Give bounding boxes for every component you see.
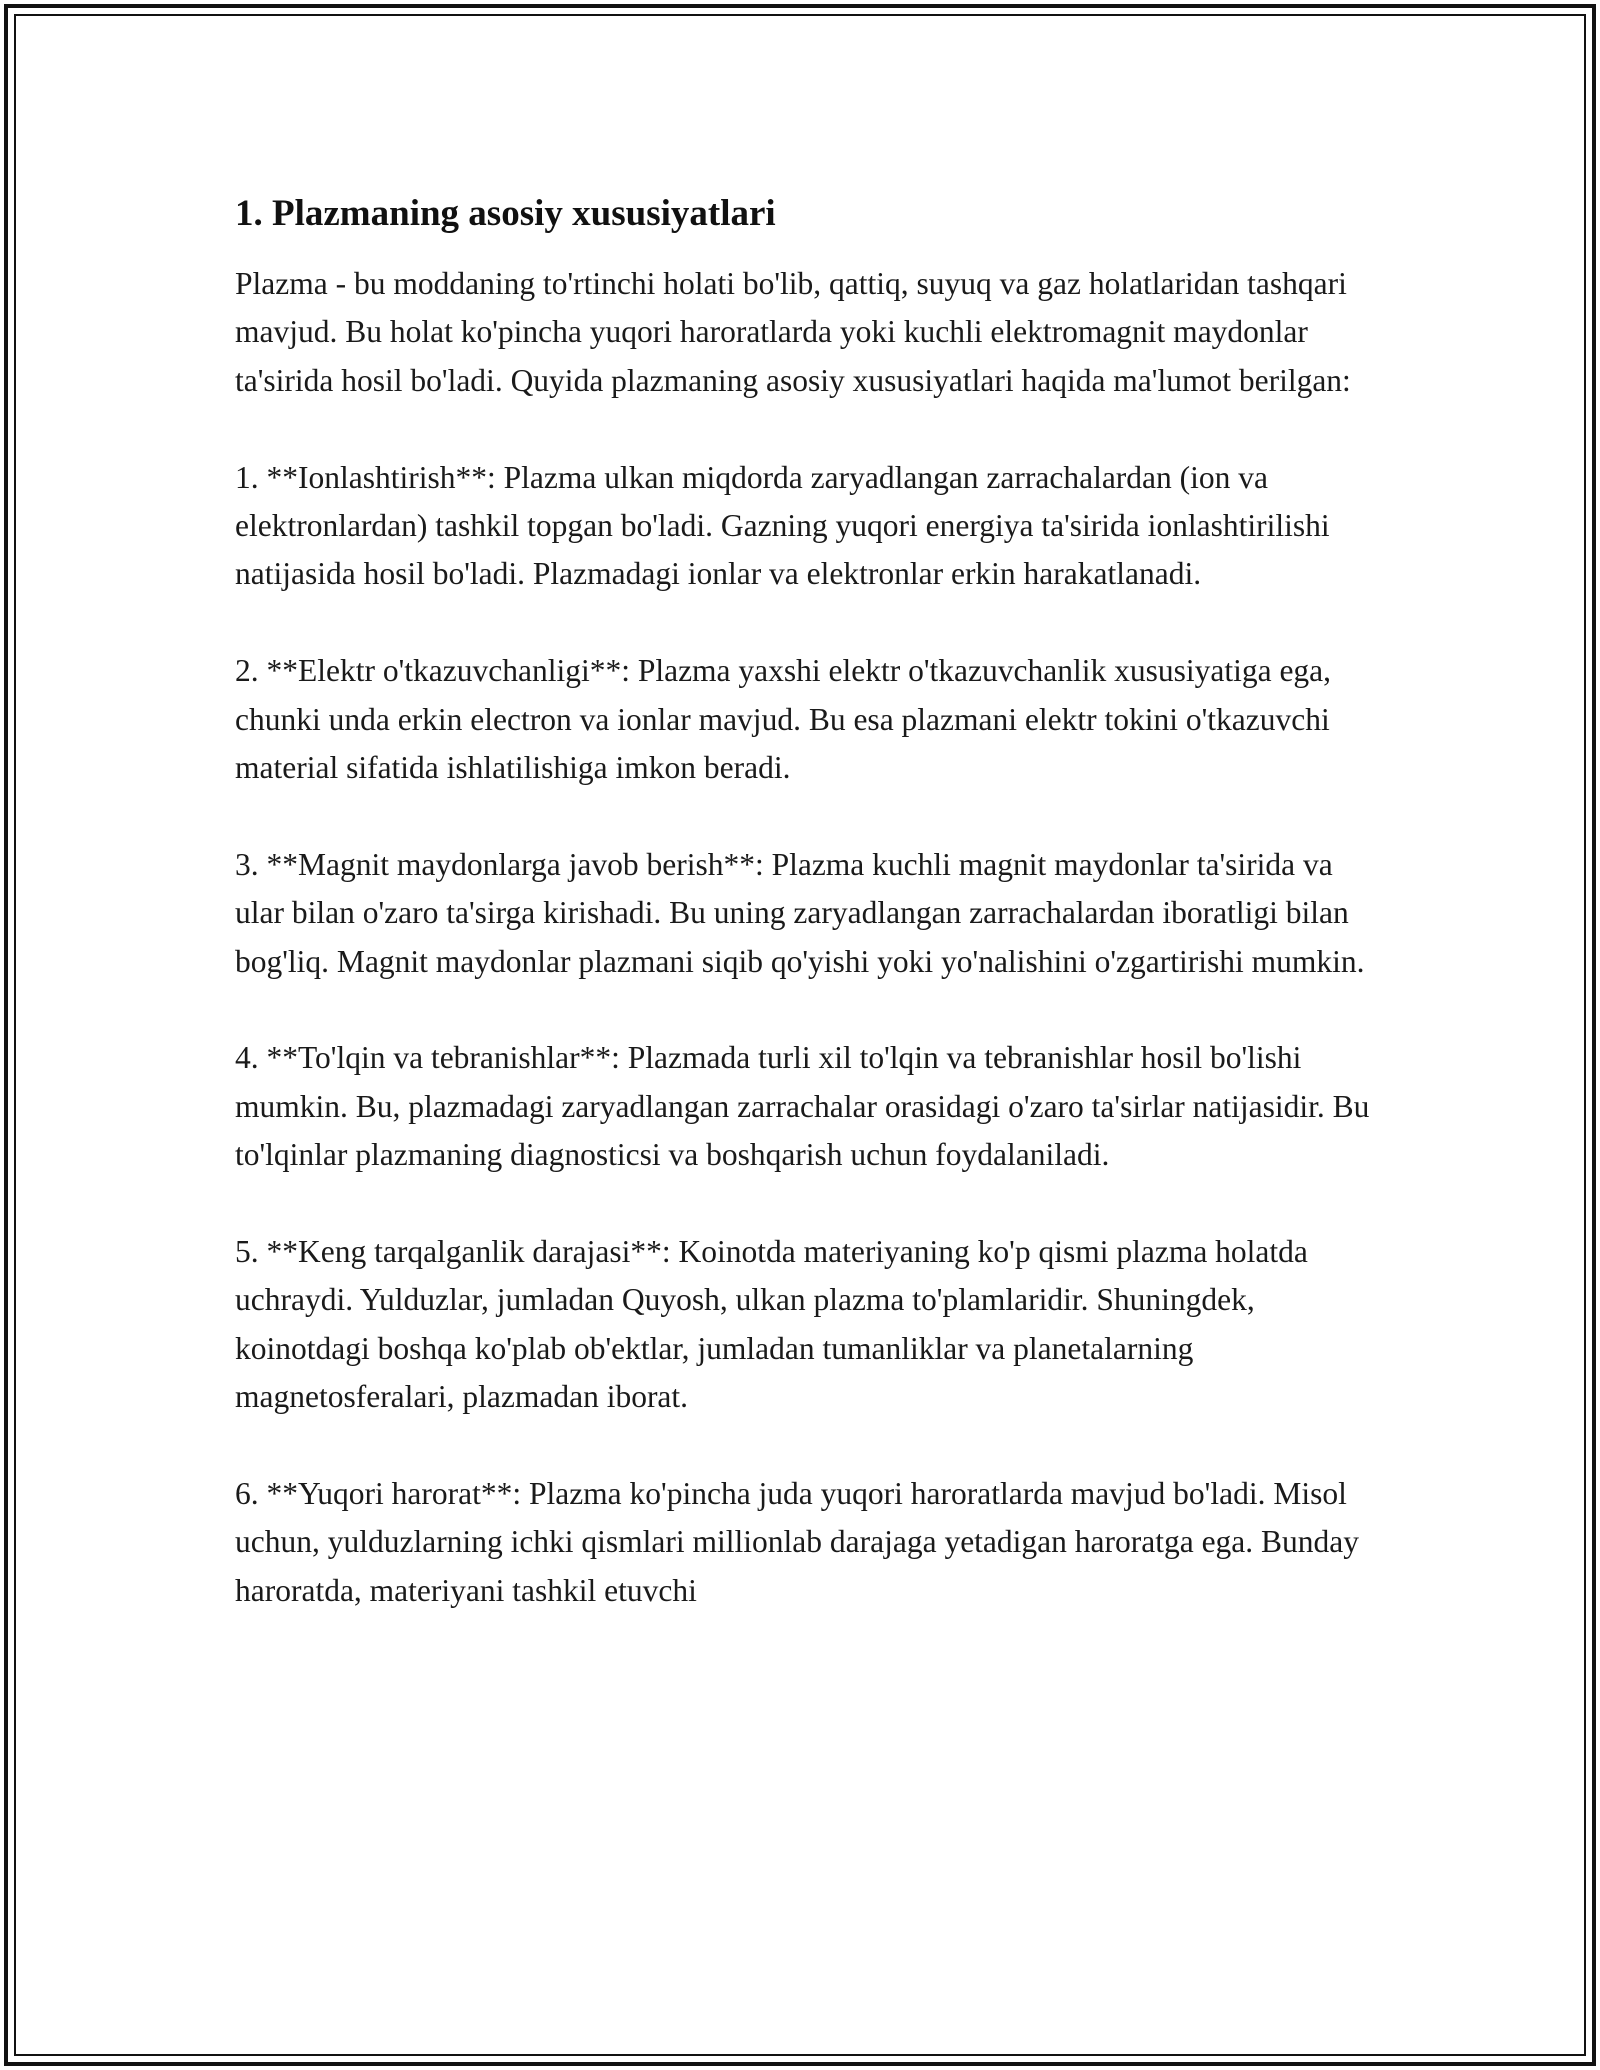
section-heading: 1. Plazmaning asosiy xususiyatlari: [235, 193, 776, 234]
intro-paragraph: Plazma - bu moddaning to'rtinchi holati bo'lib, qattiq, suyuq va gaz holatlaridan tashqari mavjud. Bu holat ko'pincha yuqori haroratlarda yoki kuchli elektromagnit maydonlar ta'sirida hosil bo'ladi. Quyida plazmaning asosiy xususiyatlari haqida ma'lumot berilgan:: [235, 266, 1351, 398]
document-body: [235, 188, 1375, 1615]
list-item-high-temperature: 6. **Yuqori harorat**: Plazma ko'pincha juda yuqori haroratlarda mavjud bo'ladi. Misol uchun, yulduzlarning ichki qismlari millionlab darajaga yetadigan haroratga ega. Bunday haroratda, materiyani tashkil etuvchi: [235, 1476, 1360, 1608]
list-item-magnetic-response: 3. **Magnit maydonlarga javob berish**: Plazma kuchli magnit maydonlar ta'sirida va ular bilan o'zaro ta'sirga kirishadi. Bu uning zaryadlangan zarrachalardan iboratligi bilan bog'liq. Magnit maydonlar plazmani siqib qo'yishi yoki yo'nalishini o'zgartirishi mumkin.: [235, 846, 1365, 979]
list-item-prevalence: 5. **Keng tarqalganlik darajasi**: Koinotda materiyaning ko'p qismi plazma holatda uchraydi. Yulduzlar, jumladan Quyosh, ulkan plazma to'plamlaridir. Shuningdek, koinotdagi boshqa ko'plab ob'ektlar, jumladan tumanliklar va planetalarning magnetosferalari, plazmadan iborat.: [235, 1234, 1308, 1415]
list-item-waves: 4. **To'lqin va tebranishlar**: Plazmada turli xil to'lqin va tebranishlar hosil bo'lishi mumkin. Bu, plazmadagi zaryadlangan zarrachalar orasidagi o'zaro ta'sirlar natijasidir. Bu to'lqinlar plazmaning diagnosticsi va boshqarish uchun foydalaniladi.: [235, 1040, 1370, 1173]
list-item-ionization: 1. **Ionlashtirish**: Plazma ulkan miqdorda zaryadlangan zarrachalardan (ion va elektronlardan) tashkil topgan bo'ladi. Gazning yuqori energiya ta'sirida ionlashtirilishi natijasida hosil bo'ladi. Plazmadagi ionlar va elektronlar erkin harakatlanadi.: [235, 459, 1330, 592]
list-item-conductivity: 2. **Elektr o'tkazuvchanligi**: Plazma yaxshi elektr o'tkazuvchanlik xususiyatiga ega, chunki unda erkin electron va ionlar mavjud. Bu esa plazmani elektr tokini o'tkazuvchi material sifatida ishlatilishiga imkon beradi.: [235, 653, 1332, 786]
